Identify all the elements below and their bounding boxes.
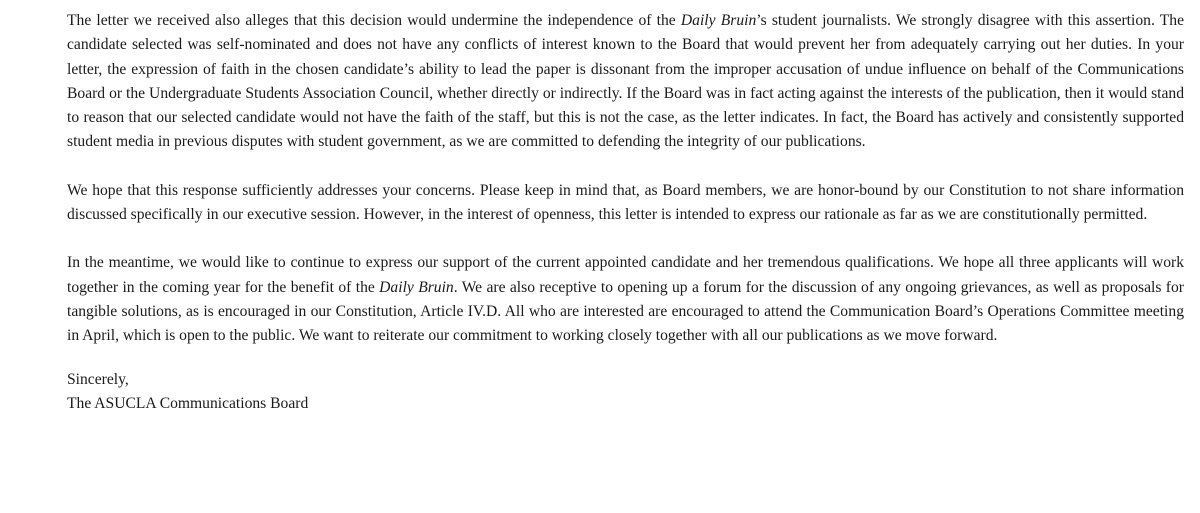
valediction: Sincerely, <box>67 370 129 388</box>
paragraph-support-text-1: In the meantime, we would like to continue to express our support of the current appointed candidate and her tremendous qualifications. We hope all three applicants will work together in the coming year for the benefit of the <box>67 254 1184 296</box>
paragraph-independence-text-2: ’s student journalists. We strongly disagree with this assertion. The candidate selected was self-nominated and does not have any conflicts of interest known to the Board that would prevent her from adequately carrying out her duties. In your letter, the expression of faith in the chosen candidate’s ability to lead the paper is dissonant from the improper accusation of undue influence on behalf of the Communications Board or the Undergraduate Students Association Council, whether directly or indirectly. If the Board was in fact acting against the interests of the publication, then it would stand to reason that our selected candidate would not have the faith of the staff, but this is not the case, as the letter indicates. In fact, the Board has actively and consistently supported student media in previous disputes with student government, as we are committed to defending the integrity of our publications. <box>67 12 1184 151</box>
paragraph-spacer <box>67 349 1184 368</box>
paragraph-independence <box>67 9 1184 155</box>
signatory: The ASUCLA Communications Board <box>67 394 309 412</box>
letter-body <box>67 9 1184 416</box>
paragraph-concerns-text: We hope that this response sufficiently addresses your concerns. Please keep in mind that, as Board members, we are honor-bound by our Constitution to not share information discussed specifically in our executive session. However, in the interest of openness, this letter is intended to express our rationale as far as we are constitutionally permitted. <box>67 181 1184 224</box>
publication-name: Daily Bruin <box>680 12 757 29</box>
paragraph-support-text-2: . We are also receptive to opening up a forum for the discussion of any ongoing grievances, as well as proposals for tangible solutions, as is encouraged in our Constitution, Article IV.D. All who are interested are encouraged to attend the Communication Board’s Operations Committee meeting in April, which is open to the public. We want to reiterate our commitment to working closely together with all our publications as we move forward. <box>67 278 1184 345</box>
paragraph-independence-text-1: The letter we received also alleges that this decision would undermine the independence of the <box>67 12 681 29</box>
paragraph-spacer <box>67 155 1184 179</box>
paragraph-support <box>67 251 1184 348</box>
paragraph-concerns <box>67 179 1184 228</box>
paragraph-spacer <box>67 227 1184 251</box>
publication-name: Daily Bruin <box>379 278 454 296</box>
